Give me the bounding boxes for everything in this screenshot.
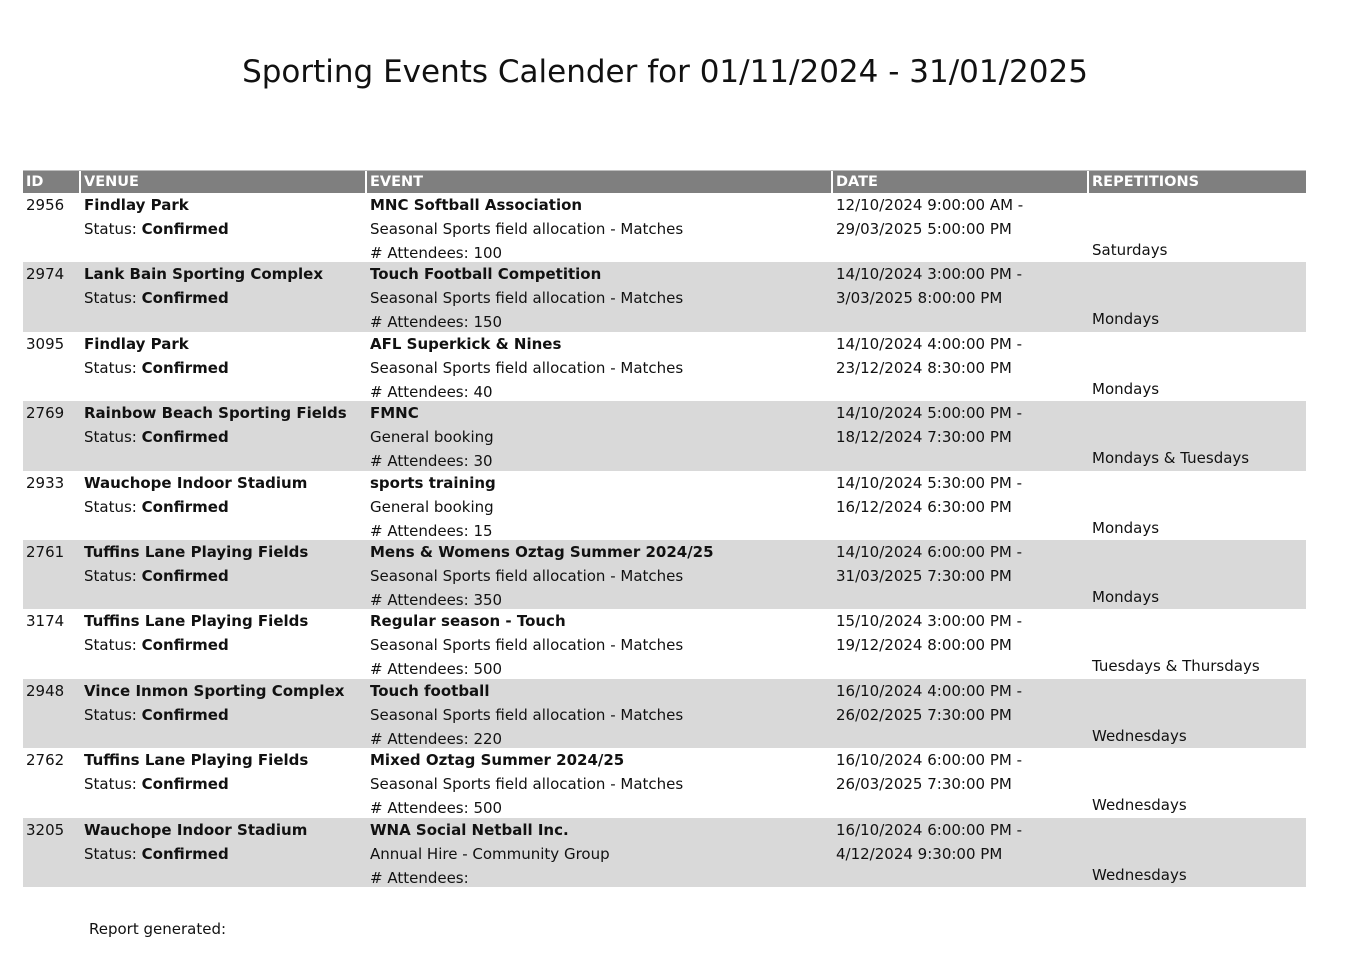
repetitions-cell (1089, 262, 1306, 331)
attendees-line (370, 452, 493, 470)
event-name: Touch football (370, 681, 490, 700)
attendees-value: 40 (473, 382, 493, 401)
venue-cell (81, 818, 367, 887)
status-label: Status: (84, 220, 137, 238)
event-name: MNC Softball Association (370, 196, 583, 214)
date-end: 23/12/2024 8:30:00 PM (836, 358, 1012, 377)
repetitions-cell (1089, 609, 1306, 678)
table-row (23, 748, 1306, 817)
status-value: Confirmed (141, 497, 229, 516)
status-label: Status: (84, 358, 137, 377)
date-end: 16/12/2024 6:30:00 PM (836, 497, 1012, 516)
date-end: 3/03/2025 8:00:00 PM (836, 289, 1003, 308)
status-line (84, 498, 229, 516)
event-id: 2769 (26, 404, 65, 423)
event-cell (367, 609, 833, 678)
event-id-cell (23, 818, 81, 887)
venue-name: Rainbow Beach Sporting Fields (84, 404, 347, 423)
date-cell (833, 679, 1089, 748)
date-end: 26/03/2025 7:30:00 PM (836, 775, 1012, 794)
date-cell (833, 332, 1089, 401)
attendees-label: # Attendees: (370, 244, 469, 262)
repetitions-cell (1089, 748, 1306, 817)
event-id: 3174 (26, 612, 65, 631)
date-end: 4/12/2024 9:30:00 PM (836, 844, 1003, 863)
status-line (84, 359, 229, 377)
table-body (23, 193, 1306, 887)
event-id-cell (23, 471, 81, 540)
venue-cell (81, 401, 367, 470)
events-table (23, 170, 1306, 887)
repetitions-value: Wednesdays (1092, 865, 1187, 884)
date-start: 16/10/2024 6:00:00 PM - (836, 751, 1022, 770)
table-row (23, 679, 1306, 748)
status-value: Confirmed (141, 428, 229, 447)
repetitions-value: Mondays (1092, 310, 1160, 329)
column-header-repetitions: REPETITIONS (1092, 174, 1200, 190)
table-row (23, 262, 1306, 331)
attendees-line (370, 730, 502, 748)
date-end: 31/03/2025 7:30:00 PM (836, 566, 1012, 585)
status-value: Confirmed (141, 220, 229, 238)
event-name: Mens & Womens Oztag Summer 2024/25 (370, 542, 714, 561)
event-type: Seasonal Sports field allocation - Matches (370, 566, 684, 585)
event-cell (367, 332, 833, 401)
event-cell (367, 262, 833, 331)
event-type: Seasonal Sports field allocation - Matches (370, 775, 684, 794)
repetitions-value: Wednesdays (1092, 796, 1187, 815)
event-id: 2956 (26, 196, 65, 214)
date-end: 19/12/2024 8:00:00 PM (836, 636, 1012, 655)
event-name: Touch Football Competition (370, 265, 602, 284)
status-label: Status: (84, 775, 137, 794)
attendees-label: # Attendees: (370, 799, 469, 818)
date-cell (833, 193, 1089, 262)
venue-cell (81, 748, 367, 817)
date-cell (833, 609, 1089, 678)
status-value: Confirmed (141, 358, 229, 377)
event-id: 2974 (26, 265, 65, 284)
attendees-value: 500 (473, 660, 503, 679)
status-line (84, 220, 229, 238)
event-cell (367, 748, 833, 817)
date-start: 16/10/2024 6:00:00 PM - (836, 820, 1022, 839)
attendees-value: 350 (473, 590, 503, 609)
event-id: 2761 (26, 542, 65, 561)
repetitions-value: Mondays & Tuesdays (1092, 449, 1250, 468)
event-cell (367, 401, 833, 470)
attendees-value: 15 (473, 521, 493, 540)
venue-name: Findlay Park (84, 196, 189, 214)
date-end: 18/12/2024 7:30:00 PM (836, 428, 1012, 447)
date-start: 14/10/2024 3:00:00 PM - (836, 265, 1022, 284)
column-header-event: EVENT (367, 171, 833, 193)
event-name: AFL Superkick & Nines (370, 334, 562, 353)
event-type: Seasonal Sports field allocation - Matches (370, 358, 684, 377)
repetitions-cell (1089, 193, 1306, 262)
venue-name: Tuffins Lane Playing Fields (84, 542, 309, 561)
status-value: Confirmed (141, 289, 229, 308)
table-row (23, 540, 1306, 609)
status-line (84, 567, 229, 585)
attendees-value: 30 (473, 452, 493, 471)
venue-name: Wauchope Indoor Stadium (84, 820, 308, 839)
event-id: 3205 (26, 820, 65, 839)
table-row (23, 193, 1306, 262)
column-header-id: ID (23, 171, 81, 193)
event-id-cell (23, 332, 81, 401)
attendees-label: # Attendees: (370, 521, 469, 540)
venue-cell (81, 332, 367, 401)
status-value: Confirmed (141, 705, 229, 724)
repetitions-value: Mondays (1092, 518, 1160, 537)
event-cell (367, 471, 833, 540)
event-id-cell (23, 540, 81, 609)
event-type: Annual Hire - Community Group (370, 844, 610, 863)
table-row (23, 471, 1306, 540)
attendees-line (370, 244, 502, 262)
repetitions-value: Mondays (1092, 379, 1160, 398)
status-label: Status: (84, 844, 137, 863)
attendees-line (370, 383, 493, 401)
table-row (23, 401, 1306, 470)
event-type: Seasonal Sports field allocation - Matches (370, 636, 684, 655)
table-header (23, 170, 1306, 193)
attendees-line (370, 591, 502, 609)
date-cell (833, 471, 1089, 540)
attendees-value: 150 (473, 313, 503, 332)
venue-name: Lank Bain Sporting Complex (84, 265, 324, 284)
event-id-cell (23, 748, 81, 817)
event-type: Seasonal Sports field allocation - Matches (370, 289, 684, 308)
venue-cell (81, 540, 367, 609)
event-type: General booking (370, 428, 494, 447)
event-id-cell (23, 193, 81, 262)
event-type: Seasonal Sports field allocation - Matches (370, 705, 684, 724)
attendees-label: # Attendees: (370, 590, 469, 609)
date-end: 29/03/2025 5:00:00 PM (836, 220, 1012, 238)
column-header-venue: VENUE (81, 171, 367, 193)
status-label: Status: (84, 566, 137, 585)
status-label: Status: (84, 289, 137, 308)
attendees-label: # Attendees: (370, 660, 469, 679)
status-label: Status: (84, 497, 137, 516)
page-title: Sporting Events Calender for 01/11/2024 - 31/01/2025 (242, 54, 1088, 90)
status-line (84, 775, 229, 793)
date-start: 16/10/2024 4:00:00 PM - (836, 681, 1022, 700)
event-id: 3095 (26, 334, 65, 353)
venue-name: Tuffins Lane Playing Fields (84, 751, 309, 770)
attendees-label: # Attendees: (370, 313, 469, 332)
attendees-value: 100 (473, 244, 503, 262)
status-value: Confirmed (141, 844, 229, 863)
event-type: General booking (370, 497, 494, 516)
event-name: Regular season - Touch (370, 612, 566, 631)
attendees-value: 220 (473, 729, 503, 748)
event-id: 2948 (26, 681, 65, 700)
status-line (84, 428, 229, 446)
event-id: 2762 (26, 751, 65, 770)
repetitions-cell (1089, 401, 1306, 470)
repetitions-value: Mondays (1092, 587, 1160, 606)
table-row (23, 818, 1306, 887)
repetitions-cell (1089, 818, 1306, 887)
table-row (23, 332, 1306, 401)
date-cell (833, 818, 1089, 887)
venue-cell (81, 609, 367, 678)
date-start: 14/10/2024 6:00:00 PM - (836, 542, 1022, 561)
attendees-value: 500 (473, 799, 503, 818)
event-name: WNA Social Netball Inc. (370, 820, 569, 839)
status-label: Status: (84, 705, 137, 724)
attendees-line (370, 313, 502, 331)
attendees-line (370, 799, 502, 817)
event-cell (367, 679, 833, 748)
status-value: Confirmed (141, 636, 229, 655)
attendees-line (370, 660, 502, 678)
attendees-line (370, 522, 493, 540)
repetitions-cell (1089, 540, 1306, 609)
date-start: 14/10/2024 5:30:00 PM - (836, 473, 1022, 492)
date-cell (833, 748, 1089, 817)
status-line (84, 845, 229, 863)
date-start: 14/10/2024 4:00:00 PM - (836, 334, 1022, 353)
event-name: sports training (370, 473, 496, 492)
venue-name: Wauchope Indoor Stadium (84, 473, 308, 492)
venue-cell (81, 193, 367, 262)
date-cell (833, 540, 1089, 609)
event-cell (367, 818, 833, 887)
attendees-label: # Attendees: (370, 452, 469, 471)
event-cell (367, 540, 833, 609)
venue-name: Vince Inmon Sporting Complex (84, 681, 345, 700)
status-line (84, 706, 229, 724)
table-row (23, 609, 1306, 678)
date-cell (833, 262, 1089, 331)
attendees-label: # Attendees: (370, 868, 469, 887)
repetitions-cell (1089, 679, 1306, 748)
venue-cell (81, 262, 367, 331)
event-name: Mixed Oztag Summer 2024/25 (370, 751, 625, 770)
date-cell (833, 401, 1089, 470)
status-label: Status: (84, 428, 137, 447)
repetitions-value: Wednesdays (1092, 726, 1187, 745)
repetitions-cell (1089, 471, 1306, 540)
status-value: Confirmed (141, 775, 229, 794)
event-type: Seasonal Sports field allocation - Matches (370, 220, 684, 238)
repetitions-cell (1089, 332, 1306, 401)
status-line (84, 636, 229, 654)
status-line (84, 289, 229, 307)
date-start: 15/10/2024 3:00:00 PM - (836, 612, 1022, 631)
status-value: Confirmed (141, 566, 229, 585)
date-start: 12/10/2024 9:00:00 AM - (836, 196, 1024, 214)
venue-name: Findlay Park (84, 334, 189, 353)
event-id-cell (23, 679, 81, 748)
venue-cell (81, 679, 367, 748)
date-start: 14/10/2024 5:00:00 PM - (836, 404, 1022, 423)
repetitions-value: Tuesdays & Thursdays (1092, 657, 1260, 676)
event-name: FMNC (370, 404, 419, 423)
venue-name: Tuffins Lane Playing Fields (84, 612, 309, 631)
attendees-label: # Attendees: (370, 729, 469, 748)
event-id-cell (23, 401, 81, 470)
attendees-label: # Attendees: (370, 382, 469, 401)
venue-cell (81, 471, 367, 540)
status-label: Status: (84, 636, 137, 655)
event-cell (367, 193, 833, 262)
column-header-date: DATE (833, 171, 1089, 193)
attendees-line (370, 869, 469, 887)
report-generated-label: Report generated: (89, 920, 227, 938)
event-id: 2933 (26, 473, 65, 492)
date-end: 26/02/2025 7:30:00 PM (836, 705, 1012, 724)
event-id-cell (23, 262, 81, 331)
repetitions-value: Saturdays (1092, 241, 1168, 259)
event-id-cell (23, 609, 81, 678)
